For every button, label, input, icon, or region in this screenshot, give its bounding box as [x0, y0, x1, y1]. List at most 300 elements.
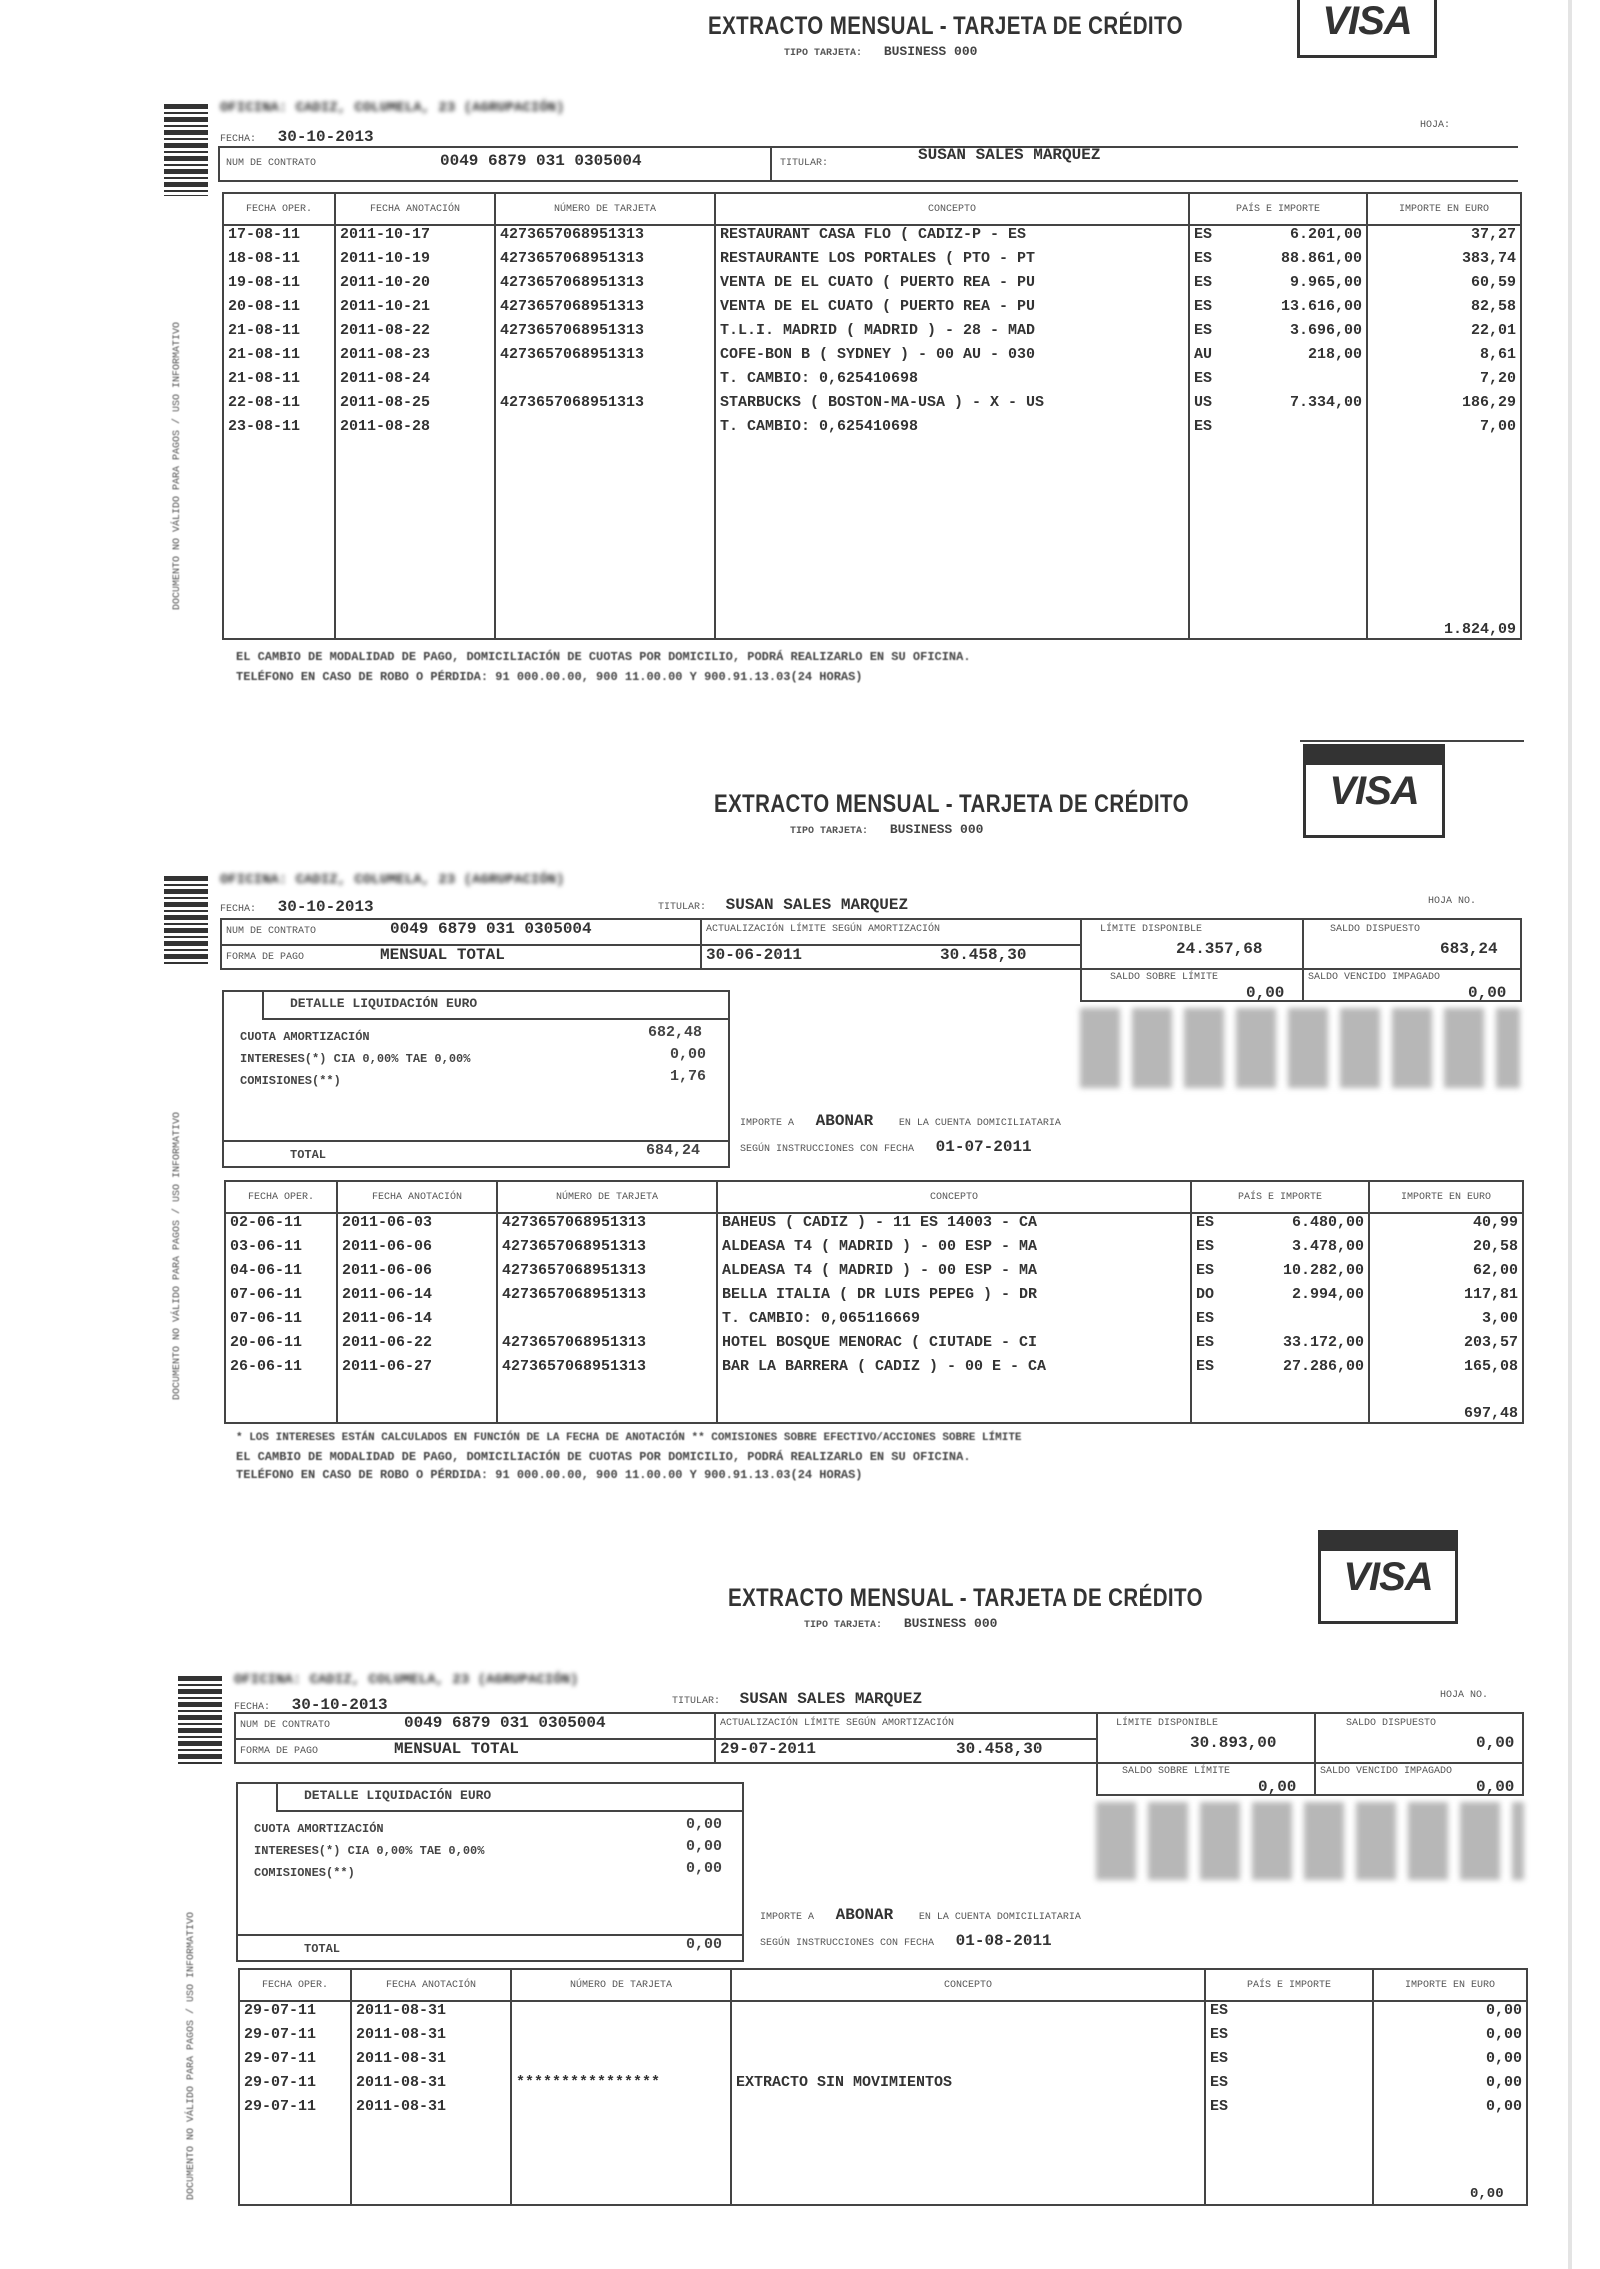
col-fecha-anotacion: FECHA ANOTACIÓN	[335, 193, 495, 225]
empty-cell	[495, 442, 715, 639]
empty-cell	[1191, 1382, 1235, 1423]
cell-fecha-oper: 21-08-11	[223, 370, 335, 394]
movements-table	[224, 1180, 1524, 1424]
statement-total: 1.824,09	[1367, 442, 1521, 639]
cell-numero-tarjeta: 4273657068951313	[497, 1262, 717, 1286]
table-row	[239, 2026, 1527, 2050]
empty-cell	[337, 1382, 497, 1423]
cell-pais: ES	[1189, 225, 1233, 250]
cell-concepto: VENTA DE EL CUATO ( PUERTO REA - PU	[715, 298, 1189, 322]
table-header	[225, 1181, 1523, 1213]
empty-cell	[1249, 2122, 1373, 2205]
cell-importe-origen: 88.861,00	[1233, 250, 1367, 274]
cell-importe-origen	[1249, 2098, 1373, 2122]
cell-fecha-anotacion: 2011-08-25	[335, 394, 495, 418]
cell-importe-origen: 9.965,00	[1233, 274, 1367, 298]
cell-numero-tarjeta	[495, 370, 715, 394]
cell-numero-tarjeta	[511, 2050, 731, 2074]
table-header	[239, 1969, 1527, 2001]
limit-update-label: ACTUALIZACIÓN LÍMITE SEGÚN AMORTIZACIÓN	[720, 1718, 955, 1729]
cell-pais: ES	[1189, 250, 1233, 274]
cell-importe-origen	[1249, 2001, 1373, 2026]
available-limit: 30.893,00	[1190, 1734, 1277, 1752]
liquidation-value: 0,00	[686, 1816, 723, 1833]
cell-concepto: COFE-BON B ( SYDNEY ) - 00 AU - 030	[715, 346, 1189, 370]
card-holder-row: TITULAR: SUSAN SALES MARQUEZ	[672, 1690, 923, 1708]
cell-fecha-oper: 26-06-11	[225, 1358, 337, 1382]
table-row	[225, 1310, 1523, 1334]
payment-method-label: FORMA DE PAGO	[240, 1746, 319, 1757]
holder-label: TITULAR:	[780, 158, 829, 169]
cell-fecha-anotacion: 2011-06-14	[337, 1286, 497, 1310]
cell-importe-origen: 33.172,00	[1235, 1334, 1369, 1358]
cell-fecha-oper: 18-08-11	[223, 250, 335, 274]
col-fecha-oper: FECHA OPER.	[239, 1969, 351, 2001]
cell-pais: AU	[1189, 346, 1233, 370]
col-importe-euro: IMPORTE EN EURO	[1373, 1969, 1527, 2001]
table-row	[225, 1286, 1523, 1310]
table-row	[223, 274, 1521, 298]
cell-concepto: HOTEL BOSQUE MENORAC ( CIUTADE - CI	[717, 1334, 1191, 1358]
table-total-row	[223, 442, 1521, 639]
overdue: 0,00	[1468, 984, 1507, 1002]
table-row	[239, 2001, 1527, 2026]
movements-table	[222, 192, 1522, 640]
cell-pais: ES	[1205, 2001, 1249, 2026]
side-note: DOCUMENTO NO VÁLIDO PARA PAGOS / USO INFORMATIVO	[186, 1911, 197, 2200]
balance-drawn: 683,24	[1440, 940, 1498, 958]
footer-line: TELÉFONO EN CASO DE ROBO O PÉRDIDA: 91 000.00.00, 900 11.00.00 Y 900.91.13.03(24 HORAS)	[236, 1468, 863, 1482]
table-row	[223, 418, 1521, 442]
liquidation-value: 0,00	[686, 1860, 723, 1877]
liquidation-label: CUOTA AMORTIZACIÓN	[254, 1822, 384, 1836]
cell-importe-euro: 82,58	[1367, 298, 1521, 322]
cell-fecha-oper: 21-08-11	[223, 322, 335, 346]
statement-date: FECHA: 30-10-2013	[220, 128, 374, 146]
cell-concepto: T. CAMBIO: 0,065116669	[717, 1310, 1191, 1334]
cell-fecha-anotacion: 2011-06-14	[337, 1310, 497, 1334]
table-total-row	[225, 1382, 1523, 1423]
table-row	[223, 250, 1521, 274]
empty-cell	[1233, 442, 1367, 639]
barcode	[178, 1676, 222, 1766]
liquidation-label: CUOTA AMORTIZACIÓN	[240, 1030, 370, 1044]
cell-fecha-oper: 23-08-11	[223, 418, 335, 442]
col-concepto: CONCEPTO	[717, 1181, 1191, 1213]
empty-cell	[351, 2122, 511, 2205]
instructions-date: SEGÚN INSTRUCCIONES CON FECHA 01-08-2011	[760, 1932, 1052, 1950]
cell-fecha-oper: 07-06-11	[225, 1310, 337, 1334]
balance-drawn: 0,00	[1476, 1734, 1515, 1752]
table-row	[225, 1213, 1523, 1238]
payment-method: MENSUAL TOTAL	[394, 1740, 519, 1758]
contract-row	[218, 146, 1518, 182]
cell-concepto: VENTA DE EL CUATO ( PUERTO REA - PU	[715, 274, 1189, 298]
table-row	[239, 2074, 1527, 2098]
col-numero-tarjeta: NÚMERO DE TARJETA	[497, 1181, 717, 1213]
cell-concepto: RESTAURANT CASA FLO ( CADIZ-P - ES	[715, 225, 1189, 250]
contract-number: 0049 6879 031 0305004	[404, 1714, 606, 1732]
contract-number: 0049 6879 031 0305004	[440, 152, 642, 170]
liquidation-total-label: TOTAL	[290, 1148, 327, 1162]
cell-pais: ES	[1191, 1238, 1235, 1262]
overdue-label: SALDO VENCIDO IMPAGADO	[1308, 972, 1441, 983]
sheet-number: HOJA:	[1420, 120, 1451, 131]
cell-pais: ES	[1189, 298, 1233, 322]
overdue-label: SALDO VENCIDO IMPAGADO	[1320, 1766, 1453, 1777]
cell-fecha-anotacion: 2011-08-31	[351, 2074, 511, 2098]
cell-pais: ES	[1191, 1310, 1235, 1334]
cell-importe-origen	[1249, 2074, 1373, 2098]
amount-to-charge: IMPORTE A ABONAR EN LA CUENTA DOMICILIATARIA	[760, 1906, 1081, 1924]
cell-numero-tarjeta: 4273657068951313	[495, 394, 715, 418]
cell-numero-tarjeta: 4273657068951313	[497, 1238, 717, 1262]
liquidation-value: 0,00	[670, 1046, 707, 1063]
card-type: TIPO TARJETA: BUSINESS 000	[784, 44, 978, 59]
liquidation-title: DETALLE LIQUIDACIÓN EURO	[304, 1788, 492, 1803]
cell-fecha-anotacion: 2011-08-31	[351, 2098, 511, 2122]
side-note: DOCUMENTO NO VÁLIDO PARA PAGOS / USO INFORMATIVO	[172, 321, 183, 610]
cell-importe-euro: 165,08	[1369, 1358, 1523, 1382]
col-importe-euro: IMPORTE EN EURO	[1367, 193, 1521, 225]
cell-numero-tarjeta	[497, 1310, 717, 1334]
cell-pais: ES	[1189, 418, 1233, 442]
cell-pais: ES	[1205, 2050, 1249, 2074]
cell-fecha-anotacion: 2011-08-31	[351, 2026, 511, 2050]
cell-importe-origen: 6.201,00	[1233, 225, 1367, 250]
liquidation-label: INTERESES(*) CIA 0,00% TAE 0,00%	[240, 1052, 471, 1066]
cell-numero-tarjeta: 4273657068951313	[497, 1286, 717, 1310]
table-row	[239, 2098, 1527, 2122]
empty-cell	[225, 1382, 337, 1423]
liquidation-total: 684,24	[646, 1142, 701, 1159]
cell-fecha-oper: 17-08-11	[223, 225, 335, 250]
cell-numero-tarjeta: 4273657068951313	[497, 1213, 717, 1238]
cell-numero-tarjeta: 4273657068951313	[495, 346, 715, 370]
empty-cell	[1235, 1382, 1369, 1423]
cell-pais: ES	[1189, 274, 1233, 298]
cell-importe-euro: 203,57	[1369, 1334, 1523, 1358]
cell-fecha-anotacion: 2011-06-06	[337, 1262, 497, 1286]
over-limit: 0,00	[1258, 1778, 1297, 1796]
empty-cell	[1373, 2122, 1527, 2205]
cell-importe-origen: 27.286,00	[1235, 1358, 1369, 1382]
cell-fecha-anotacion: 2011-06-27	[337, 1358, 497, 1382]
cell-importe-euro: 20,58	[1369, 1238, 1523, 1262]
table-row	[223, 370, 1521, 394]
limit-update-amount: 30.458,30	[940, 946, 1027, 964]
card-holder: SUSAN SALES MARQUEZ	[918, 146, 1101, 164]
limit-update-date: 30-06-2011	[706, 946, 803, 964]
col-fecha-anotacion: FECHA ANOTACIÓN	[351, 1969, 511, 2001]
cell-numero-tarjeta: 4273657068951313	[495, 298, 715, 322]
cell-fecha-anotacion: 2011-06-03	[337, 1213, 497, 1238]
empty-cell	[335, 442, 495, 639]
cell-importe-euro: 117,81	[1369, 1286, 1523, 1310]
contract-label: NUM DE CONTRATO	[240, 1720, 331, 1731]
cell-numero-tarjeta	[495, 418, 715, 442]
cell-fecha-oper: 22-08-11	[223, 394, 335, 418]
liquidation-label: COMISIONES(**)	[240, 1074, 341, 1088]
cell-importe-euro: 40,99	[1369, 1213, 1523, 1238]
col-pais-importe: PAÍS E IMPORTE	[1189, 193, 1367, 225]
col-concepto: CONCEPTO	[715, 193, 1189, 225]
card-holder-row: TITULAR: SUSAN SALES MARQUEZ	[658, 896, 909, 914]
cell-pais: ES	[1191, 1262, 1235, 1286]
side-note: DOCUMENTO NO VÁLIDO PARA PAGOS / USO INFORMATIVO	[172, 1111, 183, 1400]
empty-cell	[715, 442, 1189, 639]
visa-logo: VISA	[1297, 0, 1437, 58]
cell-pais: ES	[1189, 370, 1233, 394]
barcode	[164, 104, 208, 196]
card-type: TIPO TARJETA: BUSINESS 000	[790, 822, 984, 837]
cell-fecha-anotacion: 2011-10-20	[335, 274, 495, 298]
cell-importe-euro: 7,00	[1367, 418, 1521, 442]
cell-fecha-oper: 04-06-11	[225, 1262, 337, 1286]
redacted-block	[1096, 1802, 1524, 1880]
statement-title: EXTRACTO MENSUAL - TARJETA DE CRÉDITO	[714, 790, 1189, 818]
cell-importe-euro: 22,01	[1367, 322, 1521, 346]
col-pais-importe: PAÍS E IMPORTE	[1191, 1181, 1369, 1213]
cell-importe-euro: 0,00	[1373, 2050, 1527, 2074]
cell-fecha-anotacion: 2011-08-28	[335, 418, 495, 442]
table-row	[239, 2050, 1527, 2074]
empty-cell	[239, 2122, 351, 2205]
cell-fecha-oper: 29-07-11	[239, 2001, 351, 2026]
cell-fecha-oper: 21-08-11	[223, 346, 335, 370]
col-fecha-oper: FECHA OPER.	[223, 193, 335, 225]
table-row	[223, 394, 1521, 418]
overdue: 0,00	[1476, 1778, 1515, 1796]
cell-numero-tarjeta	[511, 2001, 731, 2026]
cell-concepto: EXTRACTO SIN MOVIMIENTOS	[731, 2074, 1205, 2098]
cell-importe-origen: 10.282,00	[1235, 1262, 1369, 1286]
cell-numero-tarjeta: 4273657068951313	[495, 322, 715, 346]
liquidation-value: 682,48	[648, 1024, 703, 1041]
cell-pais: ES	[1205, 2098, 1249, 2122]
cell-concepto: T.L.I. MADRID ( MADRID ) - 28 - MAD	[715, 322, 1189, 346]
over-limit-label: SALDO SOBRE LÍMITE	[1110, 972, 1219, 983]
barcode	[164, 876, 208, 966]
cell-importe-origen: 7.334,00	[1233, 394, 1367, 418]
statement-title: EXTRACTO MENSUAL - TARJETA DE CRÉDITO	[728, 1584, 1203, 1612]
cell-importe-euro: 0,00	[1373, 2026, 1527, 2050]
cell-fecha-anotacion: 2011-06-06	[337, 1238, 497, 1262]
empty-cell	[1189, 442, 1233, 639]
cell-pais: ES	[1205, 2026, 1249, 2050]
cell-fecha-anotacion: 2011-08-31	[351, 2001, 511, 2026]
cell-importe-euro: 0,00	[1373, 2001, 1527, 2026]
cell-fecha-oper: 29-07-11	[239, 2074, 351, 2098]
cell-importe-euro: 3,00	[1369, 1310, 1523, 1334]
cell-fecha-oper: 20-06-11	[225, 1334, 337, 1358]
payment-method-label: FORMA DE PAGO	[226, 952, 305, 963]
branch-office: OFICINA: CADIZ, COLUMELA, 23 (AGRUPACIÓN)	[220, 872, 565, 888]
branch-office: OFICINA: CADIZ, COLUMELA, 23 (AGRUPACIÓN)	[220, 100, 565, 116]
cell-concepto: T. CAMBIO: 0,625410698	[715, 370, 1189, 394]
col-numero-tarjeta: NÚMERO DE TARJETA	[495, 193, 715, 225]
table-row	[225, 1334, 1523, 1358]
table-row	[225, 1358, 1523, 1382]
payment-method: MENSUAL TOTAL	[380, 946, 505, 964]
liquidation-total: 0,00	[686, 1936, 723, 1953]
contract-label: NUM DE CONTRATO	[226, 926, 317, 937]
cell-fecha-oper: 19-08-11	[223, 274, 335, 298]
statement-total: 697,48	[1369, 1382, 1523, 1423]
cell-importe-origen	[1235, 1310, 1369, 1334]
amount-to-charge: IMPORTE A ABONAR EN LA CUENTA DOMICILIATARIA	[740, 1112, 1061, 1130]
limit-update-label: ACTUALIZACIÓN LÍMITE SEGÚN AMORTIZACIÓN	[706, 924, 941, 935]
cell-importe-origen: 218,00	[1233, 346, 1367, 370]
over-limit-label: SALDO SOBRE LÍMITE	[1122, 1766, 1231, 1777]
cell-fecha-anotacion: 2011-10-21	[335, 298, 495, 322]
liquidation-value: 1,76	[670, 1068, 707, 1085]
col-importe-euro: IMPORTE EN EURO	[1369, 1181, 1523, 1213]
cell-importe-origen	[1249, 2026, 1373, 2050]
cell-importe-origen	[1233, 418, 1367, 442]
cell-pais: US	[1189, 394, 1233, 418]
instructions-date: SEGÚN INSTRUCCIONES CON FECHA 01-07-2011	[740, 1138, 1032, 1156]
cell-numero-tarjeta: 4273657068951313	[497, 1358, 717, 1382]
footer-line: EL CAMBIO DE MODALIDAD DE PAGO, DOMICILIACIÓN DE CUOTAS POR DOMICILIO, PODRÁ REALIZARLO EN SU OFICINA.	[236, 1450, 971, 1464]
cell-fecha-oper: 07-06-11	[225, 1286, 337, 1310]
cell-concepto	[731, 2001, 1205, 2026]
cell-importe-euro: 8,61	[1367, 346, 1521, 370]
cell-concepto	[731, 2026, 1205, 2050]
empty-cell	[717, 1382, 1191, 1423]
liquidation-total-label: TOTAL	[304, 1942, 341, 1956]
cell-fecha-oper: 29-07-11	[239, 2050, 351, 2074]
col-pais-importe: PAÍS E IMPORTE	[1205, 1969, 1373, 2001]
cell-importe-origen: 13.616,00	[1233, 298, 1367, 322]
cell-concepto	[731, 2098, 1205, 2122]
cell-importe-euro: 0,00	[1373, 2074, 1527, 2098]
over-limit: 0,00	[1246, 984, 1285, 1002]
table-row	[223, 298, 1521, 322]
cell-importe-euro: 383,74	[1367, 250, 1521, 274]
cell-concepto: STARBUCKS ( BOSTON-MA-USA ) - X - US	[715, 394, 1189, 418]
statement-total: 0,00	[1470, 2186, 1504, 2202]
cell-concepto: BAR LA BARRERA ( CADIZ ) - 00 E - CA	[717, 1358, 1191, 1382]
cell-fecha-anotacion: 2011-10-17	[335, 225, 495, 250]
cell-numero-tarjeta: 4273657068951313	[495, 250, 715, 274]
cell-pais: ES	[1205, 2074, 1249, 2098]
statement-date: FECHA: 30-10-2013	[234, 1696, 388, 1714]
cell-concepto: BELLA ITALIA ( DR LUIS PEPEG ) - DR	[717, 1286, 1191, 1310]
cell-concepto: ALDEASA T4 ( MADRID ) - 00 ESP - MA	[717, 1238, 1191, 1262]
limit-update-date: 29-07-2011	[720, 1740, 817, 1758]
visa-logo: VISA	[1303, 744, 1445, 838]
statement-title: EXTRACTO MENSUAL - TARJETA DE CRÉDITO	[708, 12, 1183, 40]
available-limit-label: LÍMITE DISPONIBLE	[1116, 1718, 1219, 1729]
liquidation-title: DETALLE LIQUIDACIÓN EURO	[290, 996, 478, 1011]
cell-fecha-anotacion: 2011-10-19	[335, 250, 495, 274]
footer-line: * LOS INTERESES ESTÁN CALCULADOS EN FUNCIÓN DE LA FECHA DE ANOTACIÓN ** COMISIONES SOBRE EFECTIVO/ACCIONES SOBRE LÍMITE	[236, 1432, 1022, 1444]
cell-fecha-anotacion: 2011-08-22	[335, 322, 495, 346]
cell-importe-origen: 6.480,00	[1235, 1213, 1369, 1238]
cell-numero-tarjeta	[511, 2098, 731, 2122]
cell-concepto: ALDEASA T4 ( MADRID ) - 00 ESP - MA	[717, 1262, 1191, 1286]
movements-table	[238, 1968, 1528, 2206]
cell-fecha-oper: 03-06-11	[225, 1238, 337, 1262]
col-numero-tarjeta: NÚMERO DE TARJETA	[511, 1969, 731, 2001]
cell-importe-euro: 186,29	[1367, 394, 1521, 418]
page-edge	[1568, 0, 1572, 2269]
cell-fecha-oper: 20-08-11	[223, 298, 335, 322]
empty-cell	[497, 1382, 717, 1423]
cell-pais: ES	[1191, 1358, 1235, 1382]
footer-line: TELÉFONO EN CASO DE ROBO O PÉRDIDA: 91 000.00.00, 900 11.00.00 Y 900.91.13.03(24 HORAS)	[236, 670, 863, 684]
cell-numero-tarjeta	[511, 2026, 731, 2050]
sheet-number: HOJA NO.	[1428, 896, 1477, 907]
col-fecha-anotacion: FECHA ANOTACIÓN	[337, 1181, 497, 1213]
cell-numero-tarjeta: ****************	[511, 2074, 731, 2098]
col-concepto: CONCEPTO	[731, 1969, 1205, 2001]
cell-fecha-anotacion: 2011-08-24	[335, 370, 495, 394]
cell-fecha-oper: 02-06-11	[225, 1213, 337, 1238]
cell-numero-tarjeta: 4273657068951313	[497, 1334, 717, 1358]
redacted-block	[1080, 1008, 1520, 1088]
col-fecha-oper: FECHA OPER.	[225, 1181, 337, 1213]
cell-importe-euro: 62,00	[1369, 1262, 1523, 1286]
contract-number: 0049 6879 031 0305004	[390, 920, 592, 938]
table-total-row	[239, 2122, 1527, 2205]
available-limit-label: LÍMITE DISPONIBLE	[1100, 924, 1203, 935]
card-type: TIPO TARJETA: BUSINESS 000	[804, 1616, 998, 1631]
empty-cell	[1205, 2122, 1249, 2205]
cell-concepto: BAHEUS ( CADIZ ) - 11 ES 14003 - CA	[717, 1213, 1191, 1238]
sheet-number: HOJA NO.	[1440, 1690, 1489, 1701]
limit-update-amount: 30.458,30	[956, 1740, 1043, 1758]
footer-line: EL CAMBIO DE MODALIDAD DE PAGO, DOMICILIACIÓN DE CUOTAS POR DOMICILIO, PODRÁ REALIZARLO EN SU OFICINA.	[236, 650, 971, 664]
cell-importe-euro: 60,59	[1367, 274, 1521, 298]
balance-drawn-label: SALDO DISPUESTO	[1346, 1718, 1437, 1729]
branch-office: OFICINA: CADIZ, COLUMELA, 23 (AGRUPACIÓN)	[234, 1672, 579, 1688]
table-row	[225, 1238, 1523, 1262]
liquidation-label: INTERESES(*) CIA 0,00% TAE 0,00%	[254, 1844, 485, 1858]
table-row	[225, 1262, 1523, 1286]
cell-concepto	[731, 2050, 1205, 2074]
cell-importe-origen	[1249, 2050, 1373, 2074]
cell-concepto: RESTAURANTE LOS PORTALES ( PTO - PT	[715, 250, 1189, 274]
cell-importe-origen	[1233, 370, 1367, 394]
contract-label: NUM DE CONTRATO	[226, 158, 317, 169]
empty-cell	[731, 2122, 1205, 2205]
cell-fecha-anotacion: 2011-06-22	[337, 1334, 497, 1358]
empty-cell	[511, 2122, 731, 2205]
visa-logo: VISA	[1318, 1530, 1458, 1624]
table-row	[223, 225, 1521, 250]
cell-importe-origen: 3.696,00	[1233, 322, 1367, 346]
cell-fecha-oper: 29-07-11	[239, 2098, 351, 2122]
table-row	[223, 346, 1521, 370]
liquidation-value: 0,00	[686, 1838, 723, 1855]
cell-importe-origen: 2.994,00	[1235, 1286, 1369, 1310]
empty-cell	[223, 442, 335, 639]
cell-pais: DO	[1191, 1286, 1235, 1310]
available-limit: 24.357,68	[1176, 940, 1263, 958]
cell-fecha-anotacion: 2011-08-23	[335, 346, 495, 370]
statement-date: FECHA: 30-10-2013	[220, 898, 374, 916]
cell-importe-euro: 37,27	[1367, 225, 1521, 250]
cell-pais: ES	[1191, 1334, 1235, 1358]
cell-importe-euro: 0,00	[1373, 2098, 1527, 2122]
cell-importe-euro: 7,20	[1367, 370, 1521, 394]
cell-pais: ES	[1189, 322, 1233, 346]
cell-fecha-oper: 29-07-11	[239, 2026, 351, 2050]
cell-numero-tarjeta: 4273657068951313	[495, 225, 715, 250]
cell-fecha-anotacion: 2011-08-31	[351, 2050, 511, 2074]
